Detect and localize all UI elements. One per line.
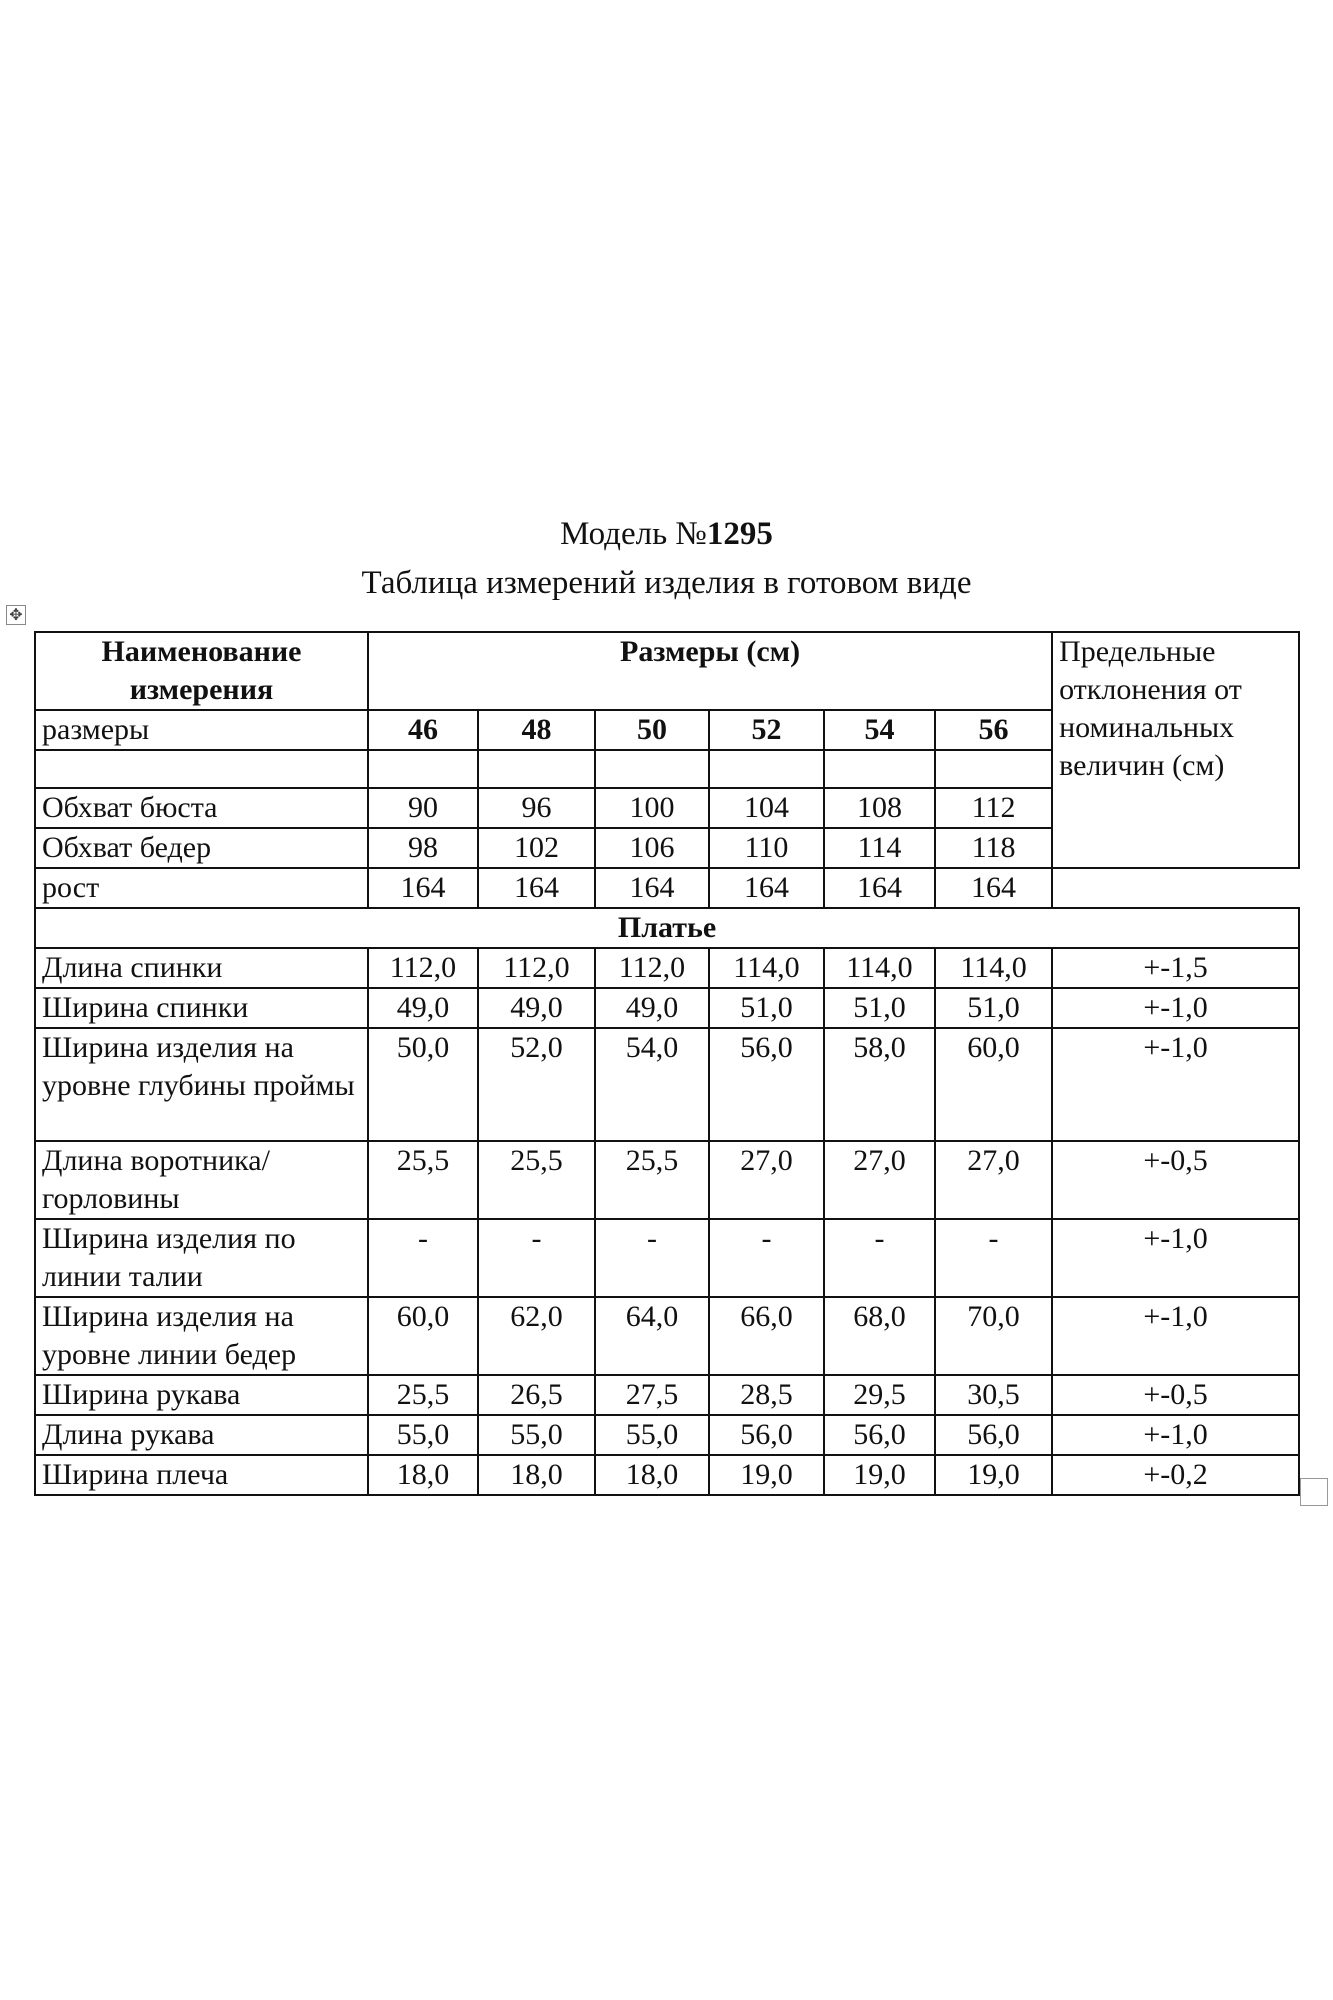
size-header: 52 [709,710,824,750]
body-value: 164 [935,868,1052,908]
tolerance-value: +-0,5 [1052,1141,1299,1219]
body-value: 108 [824,788,935,828]
size-header: 48 [478,710,595,750]
body-value: 96 [478,788,595,828]
garment-value: 56,0 [709,1028,824,1141]
garment-value: 28,5 [709,1375,824,1415]
garment-value: 114,0 [709,948,824,988]
body-row-label: Обхват бедер [35,828,368,868]
garment-row [35,1375,1299,1415]
garment-row [35,1297,1299,1375]
tolerance-value: +-1,0 [1052,1415,1299,1455]
garment-value: 114,0 [824,948,935,988]
garment-value: 19,0 [935,1455,1052,1495]
garment-value: 51,0 [935,988,1052,1028]
section-label: Платье [35,908,1299,948]
body-value: 112 [935,788,1052,828]
body-value: 164 [824,868,935,908]
size-header: 56 [935,710,1052,750]
garment-value: 114,0 [935,948,1052,988]
garment-value: 29,5 [824,1375,935,1415]
garment-value: 19,0 [824,1455,935,1495]
garment-row [35,1415,1299,1455]
body-row-label: Обхват бюста [35,788,368,828]
body-value: 110 [709,828,824,868]
garment-value: 55,0 [368,1415,478,1455]
body-value: 164 [368,868,478,908]
garment-value: 25,5 [368,1141,478,1219]
empty-cell [935,750,1052,788]
garment-value: 27,0 [824,1141,935,1219]
body-value: 114 [824,828,935,868]
garment-value: - [709,1219,824,1297]
garment-value: 30,5 [935,1375,1052,1415]
header-tolerance: Предельные отклонения от номинальных величин (см) [1052,632,1299,868]
garment-value: 51,0 [709,988,824,1028]
garment-row-label: Ширина плеча [35,1455,368,1495]
garment-value: 27,0 [709,1141,824,1219]
garment-value: 49,0 [478,988,595,1028]
garment-value: 56,0 [935,1415,1052,1455]
header-sizes: Размеры (см) [368,632,1052,710]
garment-value: - [824,1219,935,1297]
body-value: 164 [709,868,824,908]
tolerance-value: +-0,5 [1052,1375,1299,1415]
garment-row-label: Ширина рукава [35,1375,368,1415]
garment-value: - [478,1219,595,1297]
body-value: 164 [478,868,595,908]
garment-row-label: Длина рукава [35,1415,368,1455]
garment-value: 60,0 [368,1297,478,1375]
garment-row [35,948,1299,988]
model-number: 1295 [706,516,773,552]
body-value: 100 [595,788,709,828]
garment-value: 26,5 [478,1375,595,1415]
garment-value: 18,0 [368,1455,478,1495]
garment-row [35,1455,1299,1495]
tolerance-value: +-1,0 [1052,1028,1299,1141]
garment-value: 25,5 [595,1141,709,1219]
garment-value: - [368,1219,478,1297]
garment-value: 112,0 [595,948,709,988]
garment-value: 25,5 [368,1375,478,1415]
garment-value: 18,0 [478,1455,595,1495]
body-value: 164 [595,868,709,908]
garment-value: 56,0 [709,1415,824,1455]
garment-value: 49,0 [368,988,478,1028]
model-title [0,514,1333,554]
garment-value: 66,0 [709,1297,824,1375]
body-value: 118 [935,828,1052,868]
garment-value: 50,0 [368,1028,478,1141]
tolerance-value: +-1,0 [1052,1219,1299,1297]
garment-row [35,1141,1299,1219]
tolerance-value: +-0,2 [1052,1455,1299,1495]
garment-value: 62,0 [478,1297,595,1375]
garment-row-label: Длина воротника/горловины [35,1141,368,1219]
body-value: 98 [368,828,478,868]
size-header: 46 [368,710,478,750]
garment-value: 18,0 [595,1455,709,1495]
garment-row-label: Длина спинки [35,948,368,988]
header-measurement-name: Наименование измерения [35,632,368,710]
empty-cell [709,750,824,788]
garment-value: 60,0 [935,1028,1052,1141]
garment-row [35,988,1299,1028]
garment-value: 54,0 [595,1028,709,1141]
garment-value: 58,0 [824,1028,935,1141]
garment-value: 64,0 [595,1297,709,1375]
garment-value: 27,5 [595,1375,709,1415]
garment-row-label: Ширина спинки [35,988,368,1028]
size-header: 50 [595,710,709,750]
body-value: 104 [709,788,824,828]
garment-value: 49,0 [595,988,709,1028]
table-move-handle-icon[interactable]: ✥ [6,605,26,625]
garment-row-label: Ширина изделия на уровне линии бедер [35,1297,368,1375]
garment-row [35,1219,1299,1297]
garment-value: 112,0 [368,948,478,988]
garment-value: 25,5 [478,1141,595,1219]
garment-value: - [935,1219,1052,1297]
garment-value: 51,0 [824,988,935,1028]
garment-value: 55,0 [595,1415,709,1455]
model-prefix: Модель № [560,516,707,552]
body-value: 102 [478,828,595,868]
garment-value: 19,0 [709,1455,824,1495]
garment-value: 52,0 [478,1028,595,1141]
garment-value: 70,0 [935,1297,1052,1375]
body-value: 106 [595,828,709,868]
garment-value: 56,0 [824,1415,935,1455]
garment-value: 55,0 [478,1415,595,1455]
sizes-row-label: размеры [35,710,368,750]
measurement-table [34,631,1300,1496]
tolerance-value: +-1,5 [1052,948,1299,988]
garment-row-label: Ширина изделия на уровне глубины проймы [35,1028,368,1141]
empty-cell [35,750,368,788]
garment-value: - [595,1219,709,1297]
table-resize-handle-icon[interactable] [1300,1478,1328,1506]
body-row [35,868,1299,908]
body-value: 90 [368,788,478,828]
garment-value: 68,0 [824,1297,935,1375]
empty-cell [824,750,935,788]
garment-row [35,1028,1299,1141]
tolerance-value: +-1,0 [1052,988,1299,1028]
table-subtitle: Таблица измерений изделия в готовом виде [361,565,972,601]
size-header: 54 [824,710,935,750]
empty-cell [368,750,478,788]
garment-row-label: Ширина изделия по линии талии [35,1219,368,1297]
garment-value: 112,0 [478,948,595,988]
empty-cell [478,750,595,788]
body-row-label: рост [35,868,368,908]
empty-cell [595,750,709,788]
tolerance-value: +-1,0 [1052,1297,1299,1375]
garment-value: 27,0 [935,1141,1052,1219]
